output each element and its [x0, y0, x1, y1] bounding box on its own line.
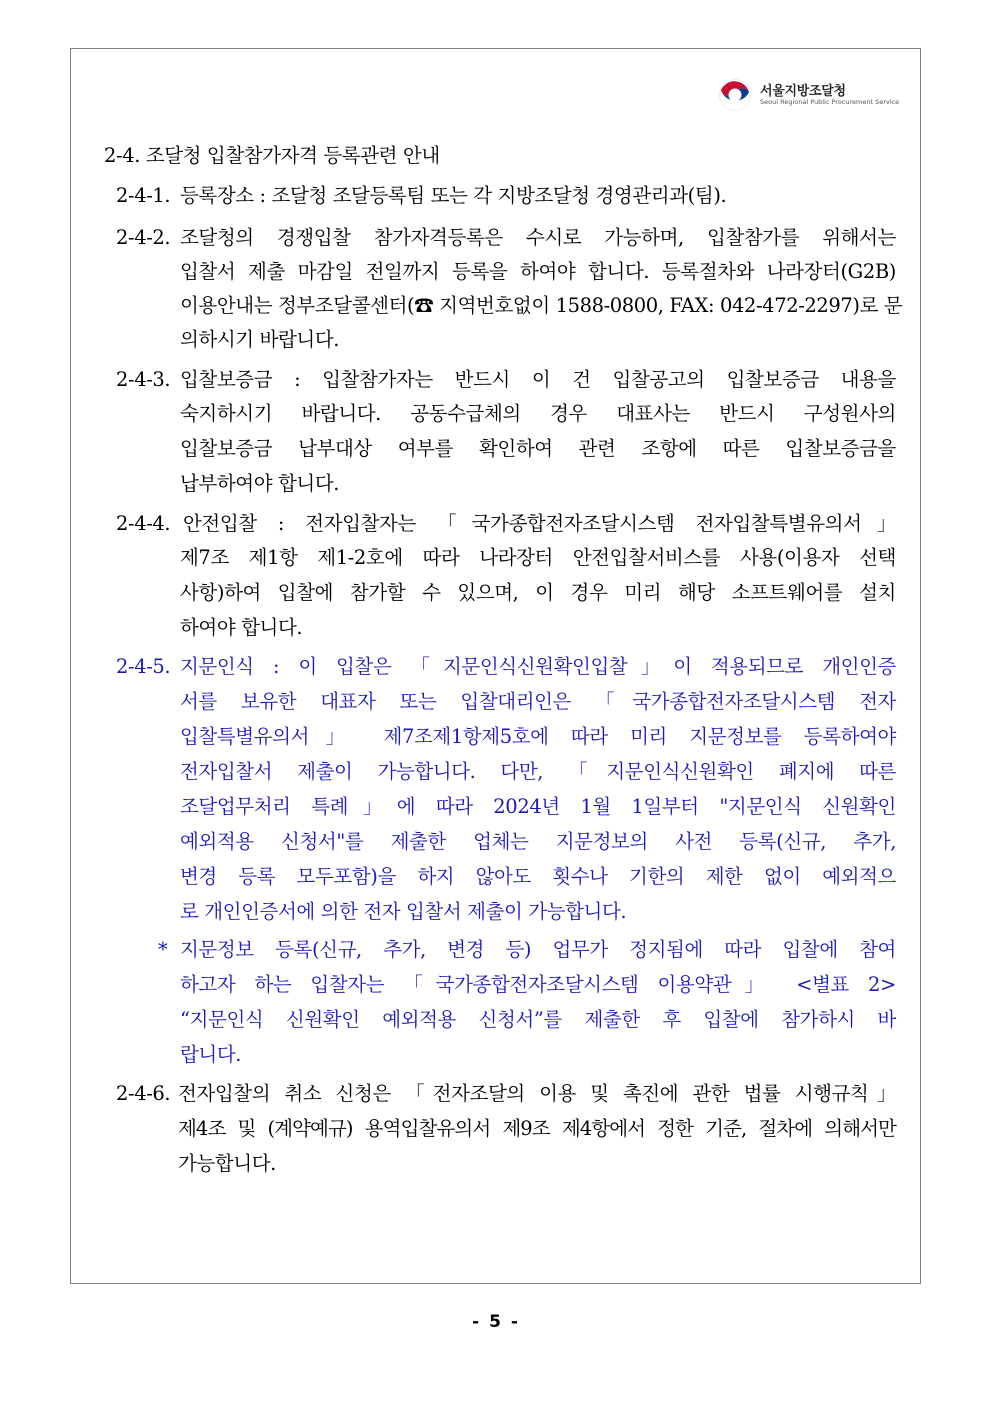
item-text-line: 로 개인인증서에 의한 전자 입찰서 제출이 가능합니다. [180, 900, 627, 923]
org-name: 서울지방조달청 [760, 84, 846, 99]
item-text-line: 입찰보증금 : 입찰참가자는 반드시 이 건 입찰공고의 입찰보증금 내용을 [180, 368, 896, 391]
item-text-line: 지문인식 : 이 입찰은 「지문인식신원확인입찰」이 적용되므로 개인인증 [180, 655, 896, 678]
item-text-line: 제4조 및 (계약예규) 용역입찰유의서 제9조 제4항에서 정한 기준, 절차에 의해서만 [178, 1117, 896, 1140]
item-number: 2-4-1. [116, 184, 171, 207]
item-number: 2-4-4. [116, 512, 171, 535]
item-text-line: 안전입찰 : 전자입찰자는 「국가종합전자조달시스템 전자입찰특별유의서」 [183, 512, 896, 535]
page-number: - 5 - [472, 1312, 520, 1332]
item-number: 2-4-5. [116, 655, 171, 678]
item-text-line: 납부하여야 합니다. [180, 472, 340, 495]
note-text-line: 지문정보 등록(신규, 추가, 변경 등) 업무가 정지됨에 따라 입찰에 참여 [180, 938, 896, 961]
section-title: 2-4. 조달청 입찰참가자격 등록관련 안내 [104, 144, 440, 167]
header-logo [718, 76, 898, 116]
item-text-line: 입찰특별유의서」 제7조제1항제5호에 따라 미리 지문정보를 등록하여야 [180, 725, 896, 748]
item-text-line: 사항)하여 입찰에 참가할 수 있으며, 이 경우 미리 해당 소프트웨어를 설치 [180, 581, 896, 604]
item-text-line: 가능합니다. [178, 1152, 276, 1175]
item-text-line: 입찰서 제출 마감일 전일까지 등록을 하여야 합니다. 등록절차와 나라장터(G2B) [180, 260, 896, 283]
org-name-en: Seoul Regional Public Procurement Service [760, 98, 900, 106]
item-text-line: 전자입찰서 제출이 가능합니다. 다만, 「지문인식신원확인 폐지에 따른 [180, 760, 896, 783]
item-text-line: 조달업무처리 특례」에 따라 2024년 1월 1일부터 "지문인식 신원확인 [180, 795, 896, 818]
item-text-line: 이용안내는 정부조달콜센터(☎ 지역번호없이 1588-0800, FAX: 042-472-2297)로 문 [180, 294, 903, 317]
item-text-line: 등록장소 : 조달청 조달등록팀 또는 각 지방조달청 경영관리과(팀). [180, 184, 727, 207]
item-number: 2-4-6. [116, 1082, 171, 1105]
item-text-line: 변경 등록 모두포함)을 하지 않아도 횟수나 기한의 제한 없이 예외적으 [180, 865, 896, 888]
item-text-line: 하여야 합니다. [180, 616, 303, 639]
taegeuk-logo-icon [718, 78, 752, 112]
note-text-line: “지문인식 신원확인 예외적용 신청서”를 제출한 후 입찰에 참가하시 바 [180, 1008, 896, 1031]
item-text-line: 숙지하시기 바랍니다. 공동수급체의 경우 대표사는 반드시 구성원사의 [180, 402, 896, 425]
item-text-line: 전자입찰의 취소 신청은 「전자조달의 이용 및 촉진에 관한 법률 시행규칙」 [178, 1082, 896, 1105]
item-text-line: 서를 보유한 대표자 또는 입찰대리인은 「국가종합전자조달시스템 전자 [180, 690, 896, 713]
item-text-line: 조달청의 경쟁입찰 참가자격등록은 수시로 가능하며, 입찰참가를 위해서는 [180, 226, 896, 249]
item-number: 2-4-3. [116, 368, 171, 391]
note-text-line: 하고자 하는 입찰자는 「국가종합전자조달시스템 이용약관」 <별표 2> [180, 973, 896, 996]
item-text-line: 예외적용 신청서"를 제출한 업체는 지문정보의 사전 등록(신규, 추가, [180, 830, 896, 853]
item-text-line: 입찰보증금 납부대상 여부를 확인하여 관련 조항에 따른 입찰보증금을 [180, 437, 896, 460]
item-text-line: 의하시기 바랍니다. [180, 328, 340, 351]
note-text-line: 랍니다. [180, 1043, 242, 1066]
note-marker: * [158, 938, 168, 961]
item-number: 2-4-2. [116, 226, 171, 249]
item-text-line: 제7조 제1항 제1-2호에 따라 나라장터 안전입찰서비스를 사용(이용자 선택 [180, 546, 896, 569]
